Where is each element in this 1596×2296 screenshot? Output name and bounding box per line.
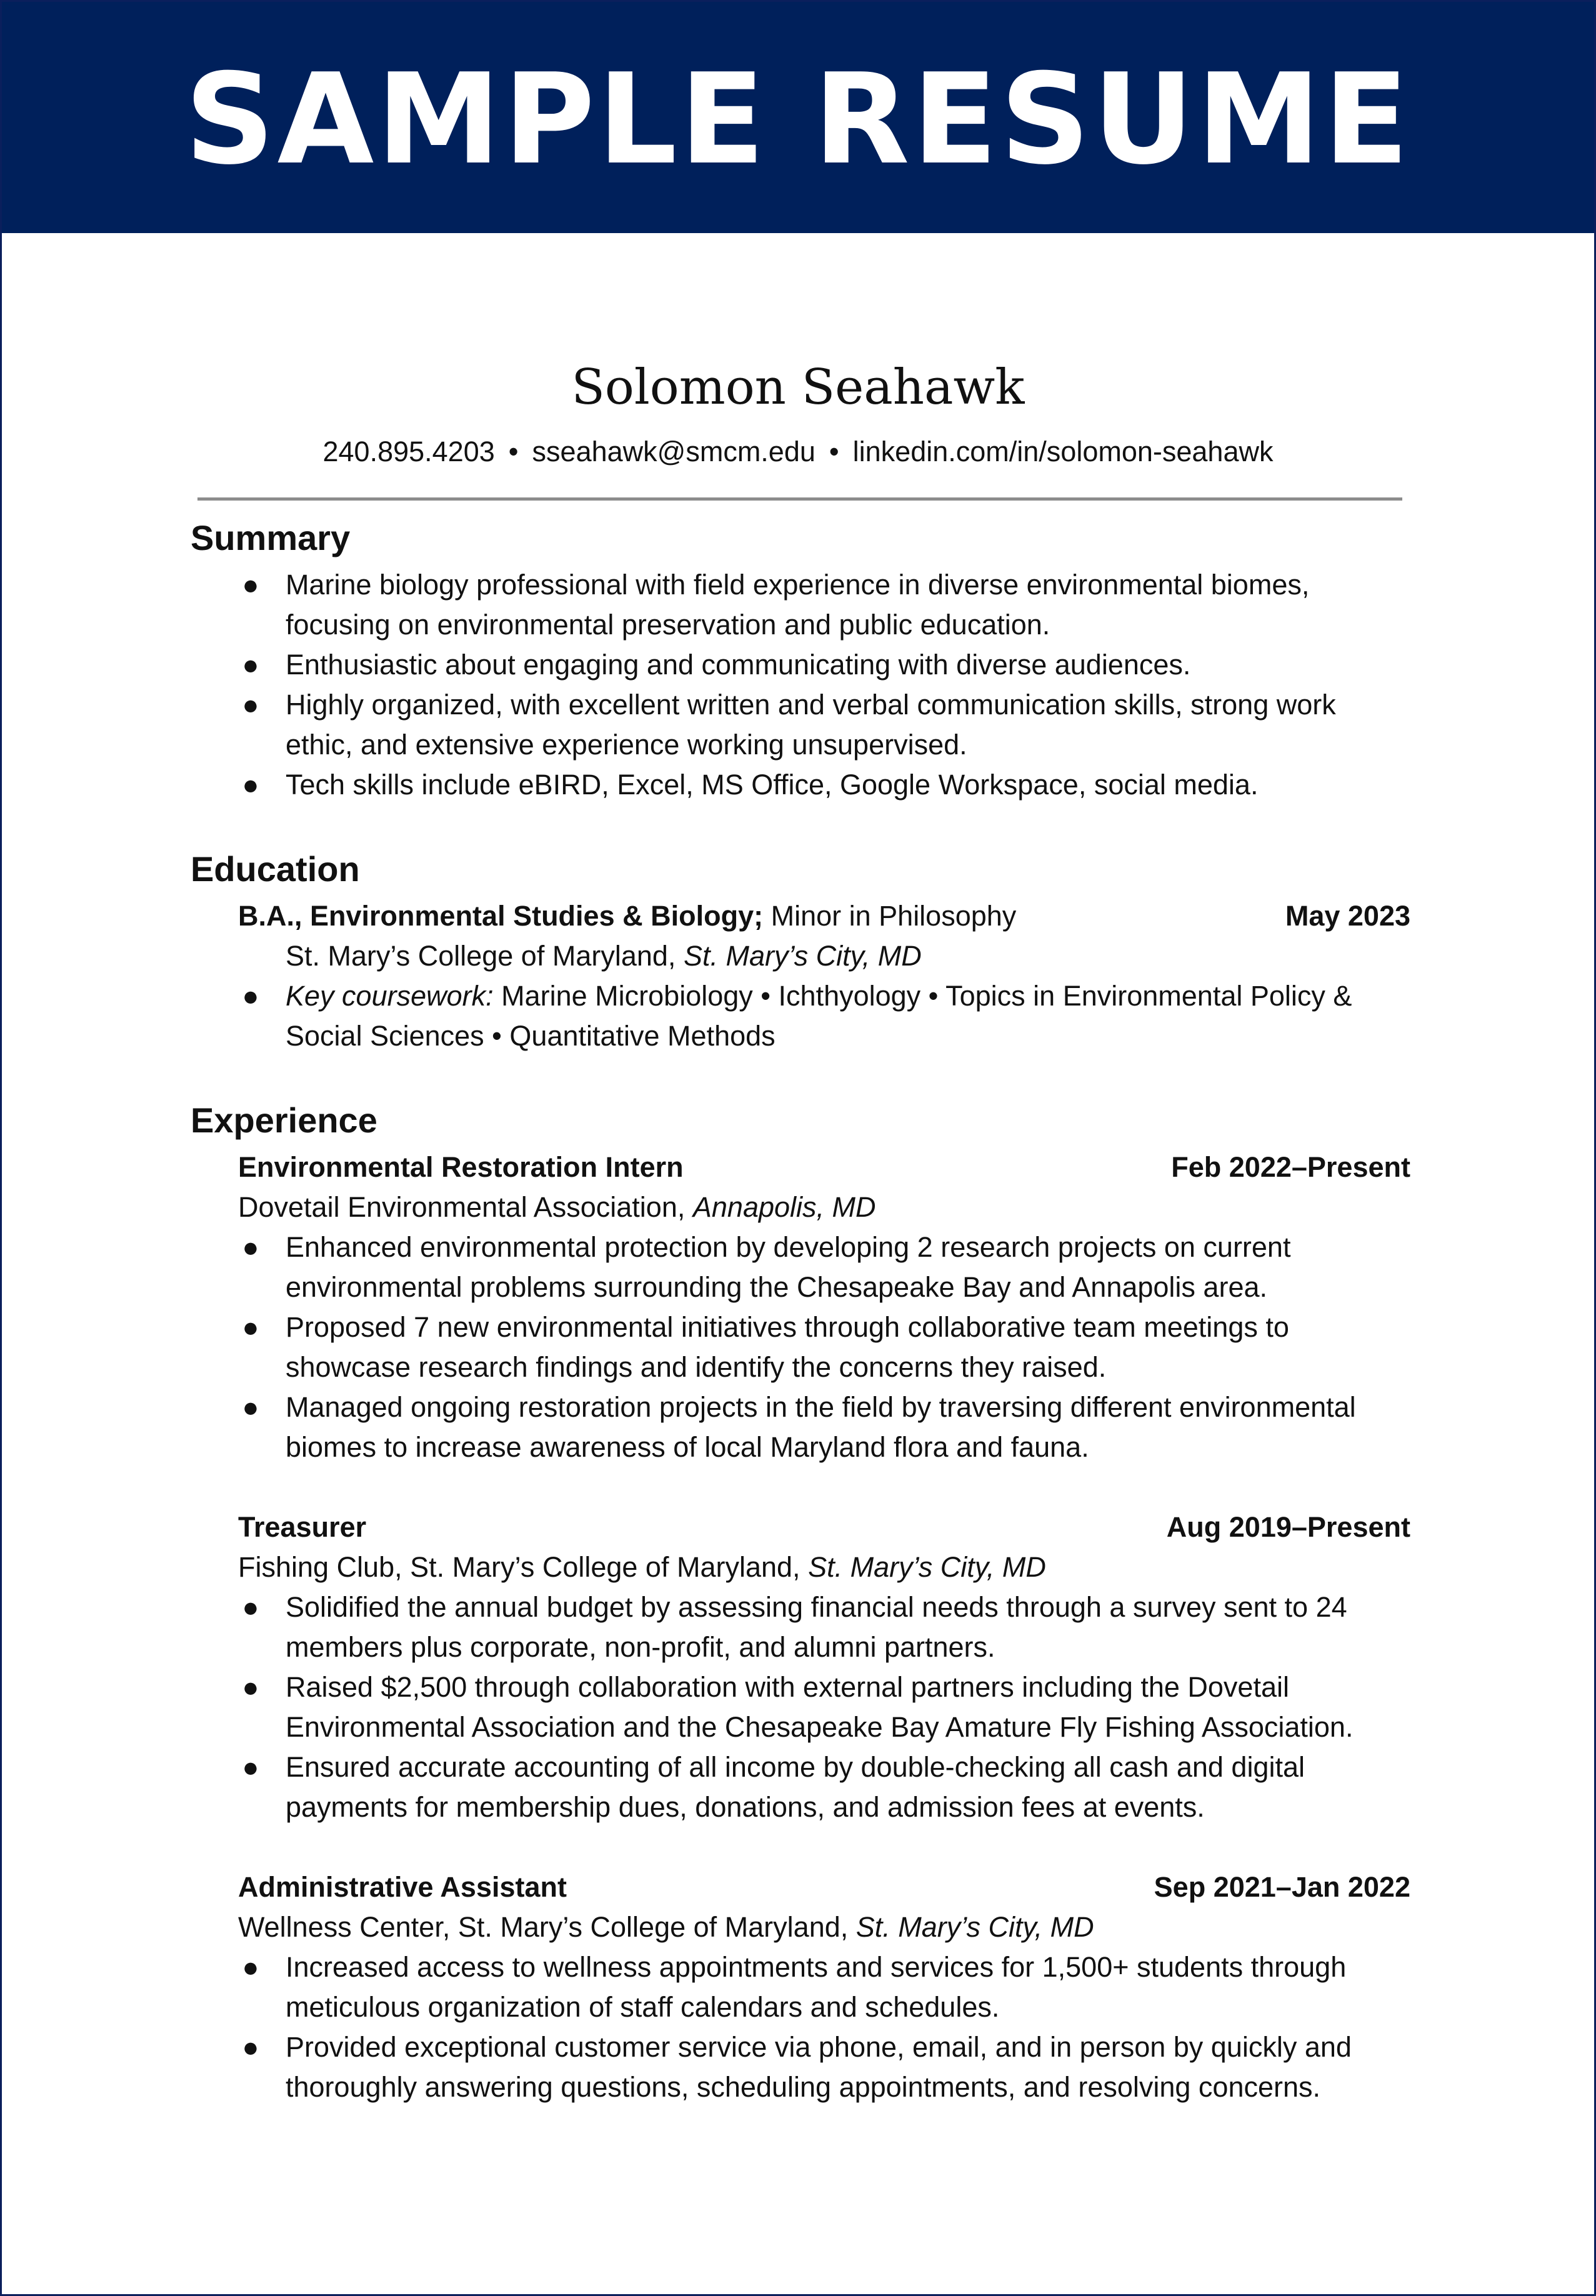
- linkedin-link[interactable]: linkedin.com/in/solomon-seahawk: [852, 436, 1274, 467]
- education-bullets: [238, 976, 1410, 1056]
- list-item: [238, 2027, 1410, 2107]
- bullet-icon: ●: [242, 649, 259, 681]
- bullet-text: Ensured accurate accounting of all income by double-checking all cash and digital payments for membership dues, donations, and admission fees at events.: [286, 1751, 1305, 1823]
- experience-entry: [238, 1867, 1410, 2107]
- degree-title: B.A., Environmental Studies & Biology;: [238, 900, 764, 932]
- list-item: [238, 1747, 1410, 1827]
- phone-number: 240.895.4203: [322, 436, 495, 467]
- bullet-icon: ●: [242, 769, 259, 801]
- list-item: [238, 645, 1410, 685]
- list-item: [238, 1227, 1410, 1307]
- experience-entry: [238, 1147, 1410, 1467]
- organization-name: Fishing Club, St. Mary’s College of Maryland,: [238, 1551, 800, 1583]
- job-bullets: [238, 1227, 1410, 1467]
- job-title: Administrative Assistant: [238, 1871, 567, 1903]
- bullet-icon: ●: [242, 2031, 259, 2063]
- bullet-icon: ●: [242, 689, 259, 721]
- section-title-summary: Summary: [191, 518, 351, 557]
- banner-title: SAMPLE RESUME: [184, 47, 1412, 192]
- section-title-experience: Experience: [191, 1101, 377, 1140]
- list-item: [238, 565, 1410, 645]
- list-item: [238, 1947, 1410, 2027]
- job-dates: Feb 2022–Present: [1171, 1151, 1410, 1183]
- contact-line: [2, 436, 1594, 468]
- job-dates: Sep 2021–Jan 2022: [1154, 1871, 1410, 1903]
- coursework-list: Marine Microbiology • Ichthyology • Topics in Environmental Policy & Social Sciences • Quantitative Methods: [286, 980, 1352, 1052]
- bullet-icon: ●: [242, 1391, 259, 1423]
- degree: [238, 896, 1016, 936]
- title-banner: [2, 2, 1594, 233]
- bullet-text: Enhanced environmental protection by developing 2 research projects on current environmental problems surrounding the Chesapeake Bay and Annapolis area.: [286, 1231, 1291, 1303]
- organization-location: Annapolis, MD: [692, 1191, 876, 1223]
- experience-section: [191, 1094, 1410, 2107]
- bullet-text: Tech skills include eBIRD, Excel, MS Office, Google Workspace, social media.: [286, 769, 1259, 801]
- experience-entry: [238, 1507, 1410, 1827]
- bullet-text: Proposed 7 new environmental initiatives through collaborative team meetings to showcase research findings and identify the concerns they raised.: [286, 1311, 1289, 1383]
- list-item: [238, 1667, 1410, 1747]
- job-header: [238, 1147, 1410, 1187]
- summary-bullets: [238, 565, 1410, 805]
- job-organization: [238, 1187, 1410, 1227]
- list-item: [238, 1307, 1410, 1387]
- job-header: [238, 1867, 1410, 1907]
- email-link[interactable]: sseahawk@smcm.edu: [532, 436, 815, 467]
- bullet-icon: ●: [242, 1671, 259, 1703]
- summary-section: [191, 511, 1410, 805]
- coursework-label: Key coursework:: [286, 980, 494, 1012]
- resume-body: [191, 511, 1410, 2145]
- bullet-icon: ●: [242, 1951, 259, 1983]
- bullet-icon: ●: [242, 980, 259, 1012]
- job-title: Environmental Restoration Intern: [238, 1151, 684, 1183]
- bullet-text: Provided exceptional customer service via phone, email, and in person by quickly and thoroughly answering questions, scheduling appointments, and resolving concerns.: [286, 2031, 1352, 2103]
- bullet-text: Raised $2,500 through collaboration with external partners including the Dovetail Environmental Association and the Chesapeake Bay Amature Fly Fishing Association.: [286, 1671, 1354, 1743]
- school-location: St. Mary’s City, MD: [683, 940, 922, 972]
- school-name: St. Mary’s College of Maryland,: [286, 940, 676, 972]
- school-line: [238, 936, 1410, 976]
- job-organization: [238, 1547, 1410, 1587]
- education-entry: [238, 896, 1410, 1056]
- contact-separator: •: [829, 436, 839, 467]
- bullet-text: Managed ongoing restoration projects in the field by traversing different environmental biomes to increase awareness of local Maryland flora and fauna.: [286, 1391, 1356, 1463]
- organization-location: St. Mary’s City, MD: [808, 1551, 1046, 1583]
- job-bullets: [238, 1587, 1410, 1827]
- header-divider: [197, 497, 1402, 501]
- list-item: [238, 976, 1410, 1056]
- organization-location: St. Mary’s City, MD: [855, 1911, 1094, 1943]
- degree-minor: Minor in Philosophy: [763, 900, 1017, 932]
- job-dates: Aug 2019–Present: [1166, 1511, 1410, 1543]
- list-item: [238, 1587, 1410, 1667]
- section-title-education: Education: [191, 849, 360, 889]
- bullet-text: Highly organized, with excellent written and verbal communication skills, strong work ethic, and extensive experience working unsupervised.: [286, 689, 1336, 761]
- bullet-icon: ●: [242, 1231, 259, 1263]
- list-item: [238, 685, 1410, 765]
- bullet-text: Solidified the annual budget by assessing financial needs through a survey sent to 24 members plus corporate, non-profit, and alumni partners.: [286, 1591, 1347, 1663]
- bullet-icon: ●: [242, 1591, 259, 1623]
- job-bullets: [238, 1947, 1410, 2107]
- job-header: [238, 1507, 1410, 1547]
- bullet-icon: ●: [242, 569, 259, 601]
- job-title: Treasurer: [238, 1511, 367, 1543]
- bullet-text: Increased access to wellness appointments and services for 1,500+ students through meticulous organization of staff calendars and schedules.: [286, 1951, 1347, 2023]
- bullet-icon: ●: [242, 1751, 259, 1783]
- job-organization: [238, 1907, 1410, 1947]
- bullet-text: Marine biology professional with field experience in diverse environmental biomes, focusing on environmental preservation and public education.: [286, 569, 1310, 641]
- bullet-icon: ●: [242, 1311, 259, 1343]
- organization-name: Dovetail Environmental Association,: [238, 1191, 686, 1223]
- candidate-name: Solomon Seahawk: [571, 359, 1025, 416]
- bullet-text: Enthusiastic about engaging and communicating with diverse audiences.: [286, 649, 1191, 681]
- contact-separator: •: [508, 436, 519, 467]
- list-item: [238, 765, 1410, 805]
- education-section: [191, 842, 1410, 1056]
- list-item: [238, 1387, 1410, 1467]
- education-date: May 2023: [1285, 900, 1410, 932]
- organization-name: Wellness Center, St. Mary’s College of Maryland,: [238, 1911, 849, 1943]
- education-header: [238, 896, 1410, 936]
